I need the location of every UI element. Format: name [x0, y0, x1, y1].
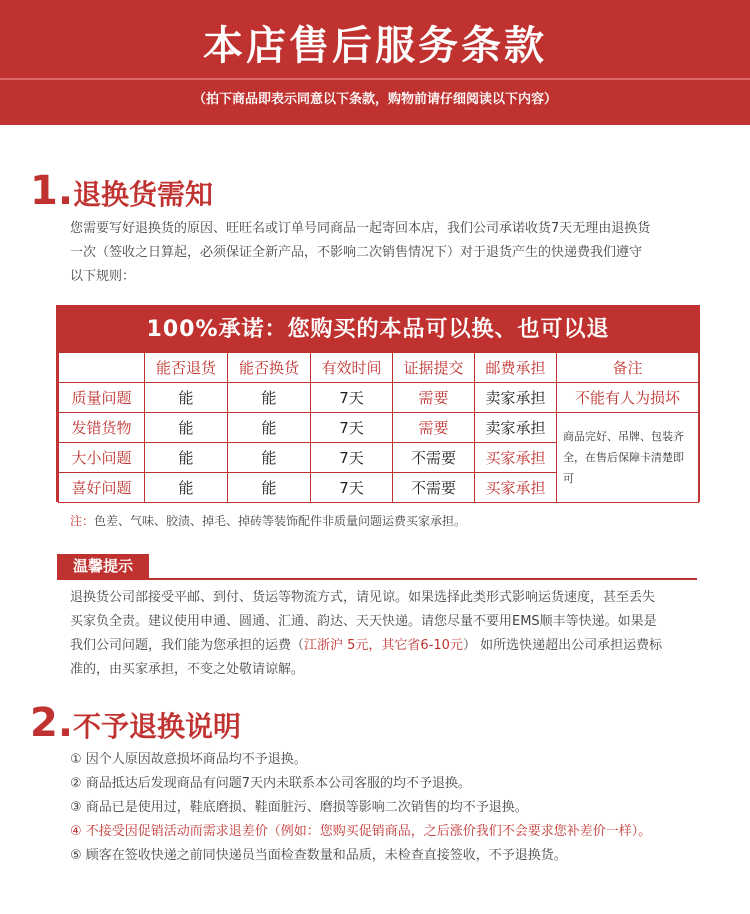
intro-line: 您需要写好退换货的原因、旺旺名或订单号同商品一起寄回本店，我们公司承诺收货7天无理由退换货 [70, 221, 651, 236]
section1-number: 1. [30, 168, 74, 214]
shipping-fee-highlight: 江浙沪 5元，其它省6-10元 [304, 638, 463, 653]
table-cell: 发错货物 [59, 413, 145, 443]
list-item: ① 因个人原因故意损坏商品均不予退换。 [70, 752, 307, 767]
table-row [59, 413, 699, 443]
tips-line: 买家负全责。建议使用申通、圆通、汇通、韵达、天天快递。请您尽量不要用EMS顺丰等快递。如果是 [70, 614, 657, 629]
table-cell: 不需要 [393, 473, 475, 503]
section1-intro [70, 217, 720, 289]
table-cell: 需要 [393, 413, 475, 443]
table-cell: 7天 [311, 413, 393, 443]
section2-title: 不予退换说明 [73, 710, 242, 743]
table-header-cell [59, 353, 145, 383]
tips-divider [57, 578, 697, 580]
table-cell: 不需要 [393, 443, 475, 473]
footnote-lead: 注： [70, 514, 95, 528]
list-item: ③ 商品已是使用过，鞋底磨损、鞋面脏污、磨损等影响二次销售的均不予退换。 [70, 800, 528, 815]
tips-line: 退换货公司部接受平邮、到付、货运等物流方式，请见谅。如果选择此类形式影响运货速度，甚至丢失 [70, 590, 656, 605]
section2-number: 2. [30, 700, 74, 746]
tips-text [70, 586, 730, 682]
table-cell: 7天 [311, 473, 393, 503]
table-footnote [70, 512, 466, 529]
promise-banner: 100%承诺：您购买的本品可以换、也可以退 [146, 317, 610, 342]
table-cell: 能 [228, 443, 311, 473]
header-divider [0, 78, 750, 80]
table-cell: 需要 [393, 383, 475, 413]
tips-line3-start: 我们公司问题，我们能为您承担的运费（ [70, 638, 305, 653]
list-item: ② 商品抵达后发现商品有问题7天内未联系本公司客服的均不予退换。 [70, 776, 472, 791]
header-banner [0, 0, 750, 125]
return-policy-table [58, 352, 699, 503]
footnote-text: 色差、气味、胶渍、掉毛、掉砖等装饰配件非质量问题运费买家承担。 [94, 514, 467, 528]
section1-heading [30, 168, 213, 214]
intro-line: 以下规则： [70, 269, 136, 284]
table-header-row [59, 353, 699, 383]
table-cell: 能 [228, 413, 311, 443]
page-title: 本店售后服务条款 [203, 23, 547, 69]
table-merged-note: 商品完好、吊牌、包装齐全，在售后保障卡清楚即可 [557, 413, 699, 503]
table-cell: 大小问题 [59, 443, 145, 473]
table-cell: 不能有人为损坏 [557, 383, 699, 413]
table-cell: 能 [228, 473, 311, 503]
table-cell: 卖家承担 [475, 383, 557, 413]
list-item: ⑤ 顾客在签收快递之前同快递员当面检查数量和品质，未检查直接签收，不予退换货。 [70, 848, 567, 863]
no-return-list [70, 748, 651, 868]
table-cell: 买家承担 [475, 443, 557, 473]
table-header-cell: 有效时间 [311, 353, 393, 383]
table-cell: 7天 [311, 443, 393, 473]
section2-heading [30, 700, 241, 746]
intro-line: 一次（签收之日算起，必须保证全新产品，不影响二次销售情况下）对于退货产生的快递费我们遵守 [70, 245, 643, 260]
section1-title: 退换货需知 [73, 178, 214, 211]
tips-line [70, 634, 730, 658]
tips-line3-end: ） 如所选快递超出公司承担运费标 [462, 638, 663, 653]
table-cell: 7天 [311, 383, 393, 413]
table-cell: 能 [145, 443, 228, 473]
policy-table [56, 305, 700, 502]
tips-line: 准的，由买家承担，不变之处敬请谅解。 [70, 662, 305, 677]
table-header-cell: 邮费承担 [475, 353, 557, 383]
table-cell: 能 [145, 473, 228, 503]
table-header-cell: 能否退货 [145, 353, 228, 383]
table-cell: 能 [145, 383, 228, 413]
table-cell: 卖家承担 [475, 413, 557, 443]
table-header-cell: 能否换货 [228, 353, 311, 383]
table-row [59, 383, 699, 413]
list-item: ④ 不接受因促销活动而需求退差价（例如：您购买促销商品，之后涨价我们不会要求您补差价一样）。 [70, 824, 652, 839]
table-cell: 喜好问题 [59, 473, 145, 503]
tips-badge: 温馨提示 [57, 554, 149, 578]
table-cell: 能 [145, 413, 228, 443]
table-header-cell: 备注 [557, 353, 699, 383]
page-subtitle: （拍下商品即表示同意以下条款，购物前请仔细阅读以下内容） [192, 92, 557, 107]
table-cell: 质量问题 [59, 383, 145, 413]
table-cell: 能 [228, 383, 311, 413]
table-cell: 买家承担 [475, 473, 557, 503]
table-header-cell: 证据提交 [393, 353, 475, 383]
